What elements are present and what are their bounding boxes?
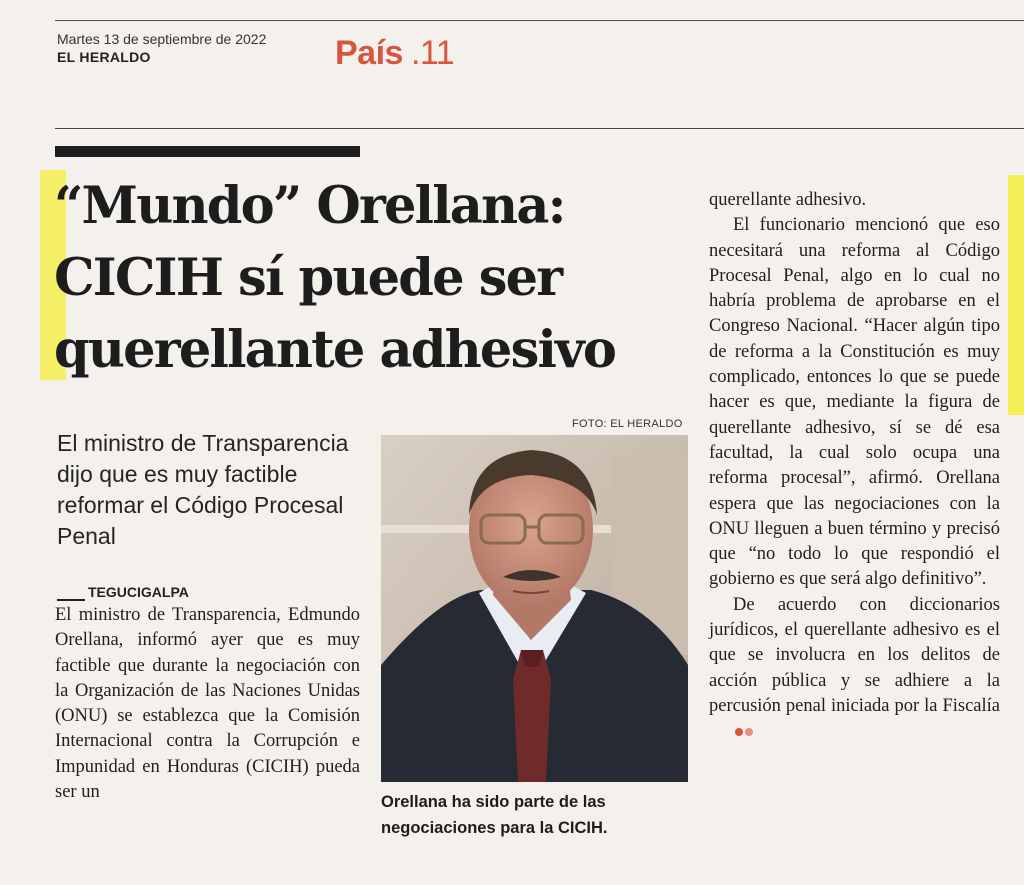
headline-line-1: “Mundo” Orellana: <box>54 176 565 236</box>
final-paragraph-text: De acuerdo con diccionarios jurídicos, el querellante adhesivo es el que se involucra en los delitos de acción pública y se adhiere a la percusión penal iniciada por la Fiscalía <box>709 594 1000 716</box>
body-column-1 <box>55 603 360 805</box>
body-paragraph: El funcionario mencionó que eso necesitará una reforma al Código Procesal Penal, algo en lo cual no habría problema de aprobarse en el Congreso Nacional. “Hacer algún tipo de reforma a la Constitución es muy complicado, entonces lo que se puede hacer es que, mediante la figura de querellante adhesivo, sí se dé esa facultad, la cual solo ocupa una reforma procesal”, afirmó. Orellana espera que las negociaciones con la ONU lleguen a buen término y precisó que “no todo lo que respondió el gobierno es que será algo definitivo”. <box>709 215 1000 590</box>
highlighter-mark-right <box>1008 175 1024 415</box>
photo-credit: FOTO: EL HERALDO <box>572 418 683 430</box>
dateline-rule <box>57 599 85 601</box>
body-paragraph-final <box>709 593 1000 745</box>
header-rule <box>55 128 1024 129</box>
newspaper-name: EL HERALDO <box>57 49 151 65</box>
photo-caption: Orellana ha sido parte de las negociaciones para la CICIH. <box>381 793 608 837</box>
end-of-article-icon <box>709 719 753 744</box>
dateline: TEGUCIGALPA <box>88 584 189 600</box>
issue-date: Martes 13 de septiembre de 2022 <box>57 31 267 47</box>
portrait-illustration <box>381 435 688 782</box>
body-column-2 <box>709 188 1000 745</box>
section-label <box>335 34 454 73</box>
deck-subheadline: El ministro de Transparencia dijo que es muy factible reformar el Código Procesal Penal <box>57 430 349 549</box>
headline-line-2: CICIH sí puede ser <box>54 248 562 308</box>
page-number: .11 <box>410 34 455 72</box>
body-paragraph: El ministro de Transparencia, Edmundo Orellana, informó ayer que es muy factible que durante la negociación con la Organización de las Naciones Unidas (ONU) se establezca que la Comisión Internacional contra la Corrupción e Impunidad en Honduras (CICIH) pueda ser un <box>55 605 360 803</box>
headline-line-3: querellante adhesivo <box>54 320 616 380</box>
headline <box>54 170 704 386</box>
section-name: País <box>335 34 403 72</box>
body-paragraph-continued: querellante adhesivo. <box>709 190 867 210</box>
portrait-photo <box>381 435 688 782</box>
top-rule <box>55 20 1024 21</box>
kicker-bar <box>55 146 360 157</box>
